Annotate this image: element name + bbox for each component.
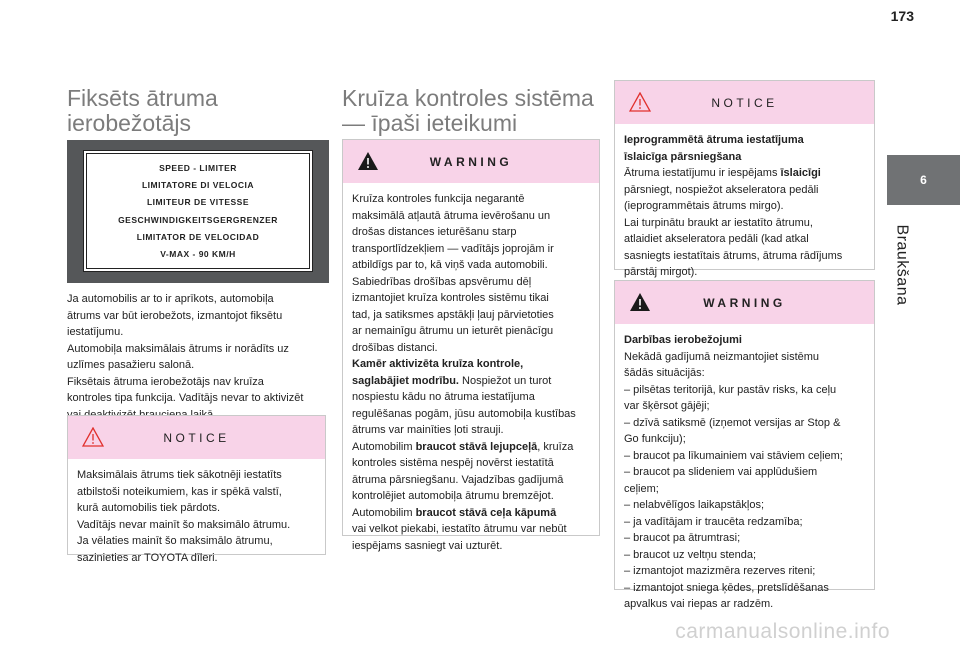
plate-line: LIMITATOR DE VELOCIDAD bbox=[136, 231, 260, 242]
page-number: 173 bbox=[890, 8, 914, 24]
warning-box-limitations bbox=[614, 280, 875, 610]
notice-body: Ieprogrammētā ātruma iestatījuma īslaicīga pārsniegšana Ātruma iestatījumu ir iespējams īslaicīgi pārsniegt, nospiežot akseleratora pedāli (ieprogrammētais ātrums mirgo). Lai turpinātu braukt ar iestatīto ātrumu, atlaidiet akseleratora pedāli (kad atkal sasniegts iestatītais ātrums, ātruma rādījums pārstāj mirgot). bbox=[624, 134, 843, 278]
warning-label: WARNING bbox=[429, 154, 513, 169]
warning-body: Kruīza kontroles funkcija negarantē maksimālā atļautā ātruma ievērošanu un drošas distances ieturēšanu starp transportlīdzekļiem — vadītājs joprojām ir atbildīgs par to, kā viņš vada automobili. Sabiedrības drošības apsvērumu dēļ izmantojiet kruīza kontroles sistēmu tikai tad, ja satiksmes apstākļi ļauj pārvietoties ar nemainīgu ātrumu un ieturēt pienācīgu drošības distanci. Kamēr aktivizēta kruīza kontrole, saglabājiet modrību. Nospiežot un turot nospiestu kādu no ātruma iestatījuma regulēšanas pogām, jūsu automobiļa kustības ātrums var mainīties ļoti strauji. Automobilim braucot stāvā lejupceļā, kruīza kontroles sistēma nespēj novērst iestatītā ātruma pārsniegšanu. Vajadzības gadījumā kontrolējiet automobiļa ātrumu bremzējot. Automobilim braucot stāvā ceļa kāpumā vai velkot piekabi, iestatīto ātrumu var nebūt iespējams sasniegt vai uzturēt. bbox=[352, 193, 576, 552]
warning-header bbox=[343, 140, 599, 183]
chapter-tab[interactable] bbox=[887, 155, 960, 205]
fixed-limiter-body: Ja automobilis ar to ir aprīkots, automobiļa ātrums var būt ierobežots, izmantojot fiksētu iestatījumu. Automobiļa maksimālais ātrums ir norādīts uz uzlīmes pasažieru salonā. Fiksētais ātruma ierobežotājs nav kruīza kontroles tipa funkcija. Vadītājs nevar to aktivizēt bbox=[67, 293, 304, 404]
notice-header bbox=[615, 81, 874, 124]
section-title-cruise-control: Kruīza kontroles sistēma — īpaši ieteikumi bbox=[342, 85, 594, 136]
notice-label: NOTICE bbox=[163, 430, 230, 445]
warning-box-cruise-control bbox=[342, 139, 600, 552]
warning-header bbox=[615, 281, 874, 324]
section-title-fixed-limiter: Fiksēts ātruma ierobežotājs bbox=[67, 85, 218, 136]
plate-line: V-MAX - 90 KM/H bbox=[160, 249, 236, 260]
warning-triangle-icon bbox=[629, 292, 651, 312]
notice-box-temporary-override bbox=[614, 80, 875, 278]
chapter-number: 6 bbox=[920, 173, 927, 187]
chapter-label bbox=[887, 205, 915, 325]
warning-body: Darbības ierobežojumi Nekādā gadījumā neizmantojiet sistēmu šādās situācijās: – pilsētas teritorijā, kur pastāv risks, ka ceļu var šķērsot gājēji; – dzīvā satiksmē (izņemot versijas ar Stop & Go funkciju); – braucot pa līkumainiem vai stāviem ceļiem; – braucot pa slideniem vai applūdušiem ceļiem; – nelabvēlīgos laikapstākļos; – ja vadītājam ir traucēta redzamība; – braucot pa ātrumtrasi; – braucot uz veltņu stenda; – izmantojot mazizmēra rezerves riteni; – izmantojot sniega ķēdes, pretslīdēšanas apvalkus vai riepas ar radzēm. bbox=[624, 334, 843, 610]
notice-body: Maksimālais ātrums tiek sākotnēji iestatīts atbilstoši noteikumiem, kas ir spēkā valstī, kurā automobilis tiek pārdots. Vadītājs nevar mainīt šo maksimālo ātrumu. Ja vēlaties mainīt šo maksimālo ātrumu, sazinieties ar TOYOTA dīleri. bbox=[77, 469, 291, 564]
plate-line: SPEED - LIMITER bbox=[159, 162, 237, 173]
notice-header bbox=[68, 416, 325, 459]
speed-limiter-plate bbox=[83, 150, 313, 272]
chapter-title: Braukšana bbox=[893, 224, 910, 306]
plate-line: LIMITEUR DE VITESSE bbox=[146, 197, 250, 208]
plate-line: LIMITATORE DI VELOCIA bbox=[141, 179, 255, 190]
notice-label: NOTICE bbox=[711, 95, 778, 110]
warning-triangle-icon bbox=[357, 151, 379, 171]
speed-limiter-label-image bbox=[67, 140, 329, 283]
notice-box-max-speed bbox=[67, 415, 326, 564]
warning-label: WARNING bbox=[703, 295, 786, 310]
footer-watermark: carmanualsonline.info bbox=[675, 620, 890, 643]
notice-triangle-icon bbox=[82, 427, 104, 447]
notice-triangle-icon bbox=[629, 92, 651, 112]
plate-line: GESCHWINDIGKEITSGERGRENZER bbox=[118, 214, 278, 225]
